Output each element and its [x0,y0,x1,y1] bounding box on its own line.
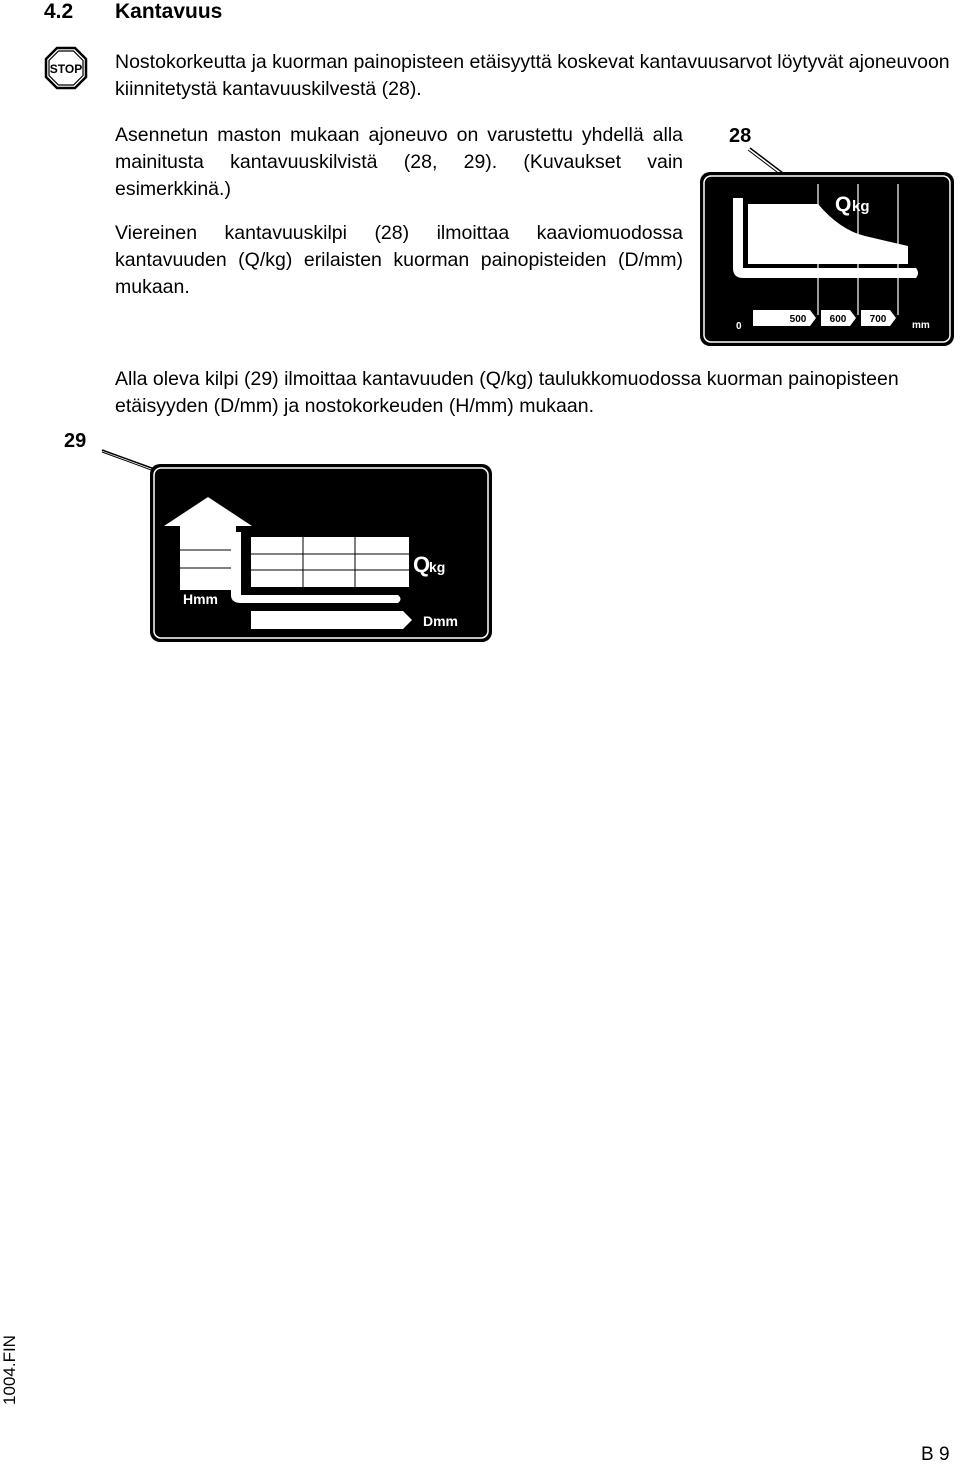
doc-code: 1004.FIN [0,1335,19,1405]
mast-paragraph: Asennetun maston mukaan ajoneuvo on varustettu yhdellä alla mainitusta kantavuuskilvistä (28, 29). (Kuvaukset vain esimerkkinä.) [115,124,683,200]
table-plate-paragraph: Alla oleva kilpi (29) ilmoittaa kantavuuden (Q/kg) taulukkomuodossa kuorman painopisteen etäisyyden (D/mm) ja nostokorkeuden (H/mm) mukaan. [115,368,899,417]
axis-arrow-500 [753,310,816,326]
capacity-plate-table-29 [98,440,498,645]
figure-29-label: 29 [64,430,87,452]
q-label: Q [413,552,431,577]
intro-paragraph: Nostokorkeutta ja kuorman painopisteen etäisyyttä koskevat kantavuusarvot löytyvät ajoneuvoon kiinnitetystä kantavuuskilvestä (28). [115,51,950,100]
axis-unit: mm [912,320,930,331]
tick-500: 500 [789,314,807,325]
section-title: Kantavuus [115,0,223,23]
h-label: Hmm [183,591,219,607]
stop-icon [44,46,88,90]
kg-label: kg [429,559,446,575]
q-label: Q [835,193,852,216]
capacity-table [251,537,409,587]
kg-label: kg [852,198,870,215]
capacity-plate-diagram-28 [690,140,960,350]
svg-text:STOP: STOP [49,62,83,76]
distance-arrow-icon [251,611,412,629]
tick-0: 0 [736,321,742,332]
tick-700: 700 [869,314,887,325]
diagram-plate-paragraph: Viereinen kantavuuskilpi (28) ilmoittaa kaaviomuodossa kantavuuden (Q/kg) erilaisten kuorman painopisteiden (D/mm) mukaan. [115,222,683,298]
tick-600: 600 [829,314,847,325]
d-label: Dmm [423,613,459,629]
page-number: B 9 [921,1444,950,1465]
figure-28-label: 28 [729,125,752,147]
section-number: 4.2 [44,0,74,23]
